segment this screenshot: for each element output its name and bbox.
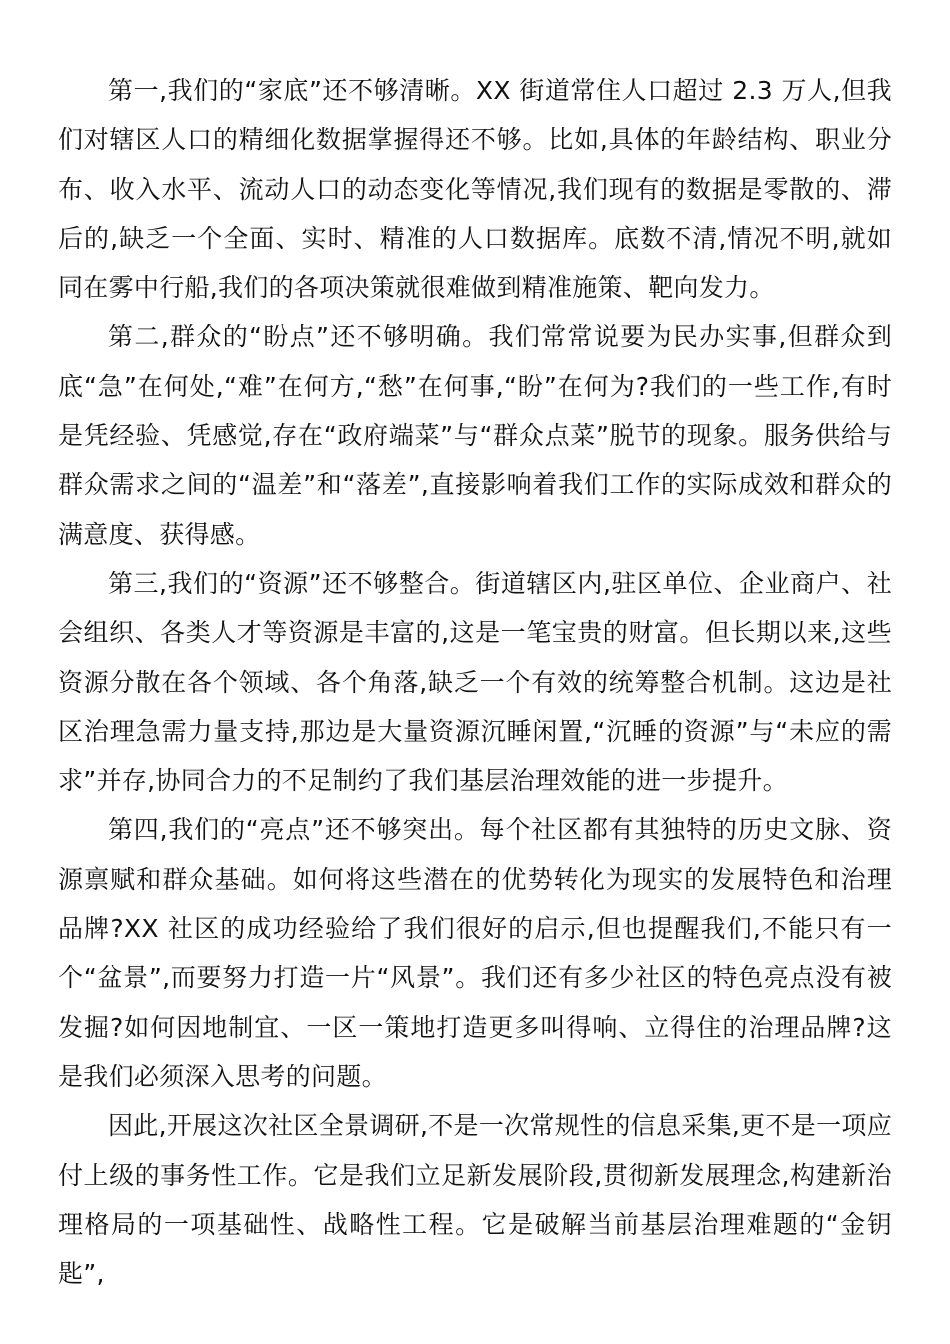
paragraph-family-base: 第一,我们的“家底”还不够清晰。XX 街道常住人口超过 2.3 万人,但我们对辖区人口的精细化数据掌握得还不够。比如,具体的年龄结构、职业分布、收入水平、流动人口的动态变化等情况,我们现有的数据是零散的、滞后的,缺乏一个全面、实时、精准的人口数据库。底数不清,情况不明,就如同在雾中行船,我们的各项决策就很难做到精准施策、靶向发力。 xyxy=(58,76,892,303)
document-page xyxy=(58,66,892,1298)
paragraph-resource-integration: 第三,我们的“资源”还不够整合。街道辖区内,驻区单位、企业商户、社会组织、各类人才等资源是丰富的,这是一笔宝贵的财富。但长期以来,这些资源分散在各个领域、各个角落,缺乏一个有效的统筹整合机制。这边是社区治理急需力量支持,那边是大量资源沉睡闲置,“沉睡的资源”与“未应的需求”并存,协同合力的不足制约了我们基层治理效能的进一步提升。 xyxy=(58,568,892,796)
paragraph-highlights: 第四,我们的“亮点”还不够突出。每个社区都有其独特的历史文脉、资源禀赋和群众基础。如何将这些潜在的优势转化为现实的发展特色和治理品牌?XX 社区的成功经验给了我们很好的启示,但也提醒我们,不能只有一个“盆景”,而要努力打造一片“风景”。我们还有多少社区的特色亮点没有被发掘?如何因地制宜、一区一策地打造更多叫得响、立得住的治理品牌?这是我们必须深入思考的问题。 xyxy=(58,815,892,1091)
paragraph-public-expectations: 第二,群众的“盼点”还不够明确。我们常常说要为民办实事,但群众到底“急”在何处,“难”在何方,“愁”在何事,“盼”在何为?我们的一些工作,有时是凭经验、凭感觉,存在“政府端菜”与“群众点菜”脱节的现象。服务供给与群众需求之间的“温差”和“落差”,直接影响着我们工作的实际成效和群众的满意度、获得感。 xyxy=(58,322,892,549)
paragraph-conclusion: 因此,开展这次社区全景调研,不是一次常规性的信息采集,更不是一项应付上级的事务性工作。它是我们立足新发展阶段,贯彻新发展理念,构建新治理格局的一项基础性、战略性工程。它是破解当前基层治理难题的“金钥匙”, xyxy=(58,1111,892,1289)
